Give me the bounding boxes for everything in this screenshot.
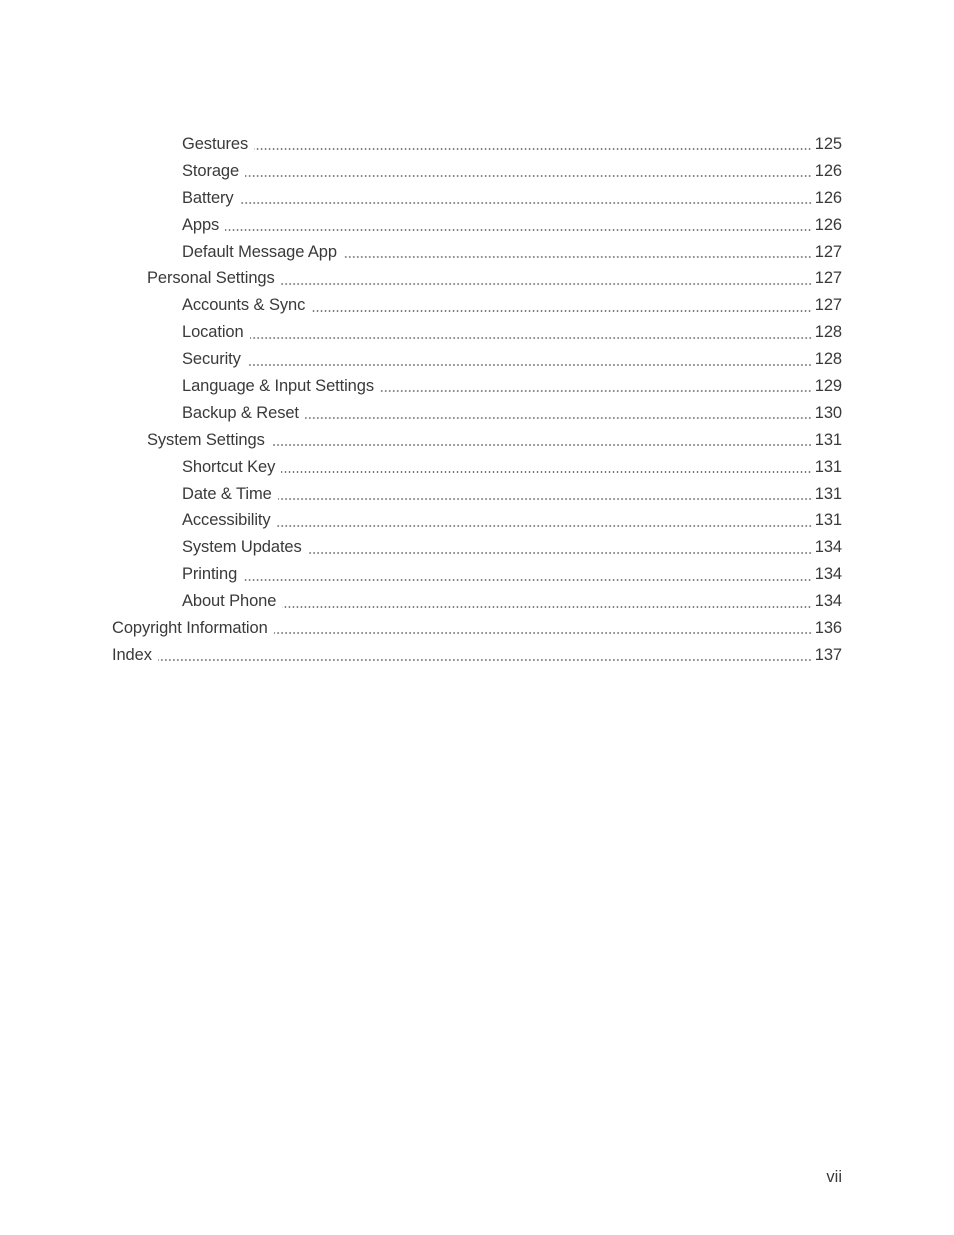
toc-entry-page: 130 — [814, 403, 842, 422]
toc-entry-title: Gestures — [182, 134, 249, 153]
toc-entry-page: 137 — [814, 645, 842, 664]
toc-entry-title: System Settings — [147, 430, 265, 449]
toc-leader-dots — [311, 310, 812, 312]
toc-entry[interactable] — [0, 265, 954, 292]
page-number: vii — [826, 1168, 842, 1186]
toc-entry[interactable] — [0, 212, 954, 239]
toc-entry[interactable] — [0, 185, 954, 212]
toc-entry-title: About Phone — [182, 592, 277, 611]
toc-leader-dots — [308, 552, 812, 554]
toc-entry-title: Location — [182, 323, 244, 342]
toc-entry-page: 126 — [814, 188, 842, 207]
toc-entry[interactable] — [0, 588, 954, 615]
toc-entry-title: Copyright Information — [112, 618, 268, 637]
toc-entry-page: 131 — [814, 484, 842, 503]
toc-entry-page: 131 — [814, 511, 842, 530]
toc-leader-dots — [254, 148, 812, 150]
toc-entry-page: 125 — [814, 134, 842, 153]
toc-entry-page: 128 — [814, 323, 842, 342]
toc-entry[interactable] — [0, 534, 954, 561]
toc-entry-title: Security — [182, 350, 241, 369]
toc-entry[interactable] — [0, 239, 954, 266]
toc-leader-dots — [274, 632, 812, 634]
toc-entry-page: 126 — [814, 161, 842, 180]
toc-entry-title: Accounts & Sync — [182, 296, 306, 315]
toc-entry[interactable] — [0, 346, 954, 373]
toc-entry-title: Printing — [182, 565, 238, 584]
toc-leader-dots — [277, 525, 812, 527]
toc-entry-page: 128 — [814, 350, 842, 369]
toc-entry-title: Language & Input Settings — [182, 376, 374, 395]
toc-entry[interactable] — [0, 319, 954, 346]
toc-entry-title: Storage — [182, 161, 240, 180]
toc-leader-dots — [158, 659, 812, 661]
toc-entry-page: 136 — [814, 618, 842, 637]
toc-entry[interactable] — [0, 427, 954, 454]
toc-leader-dots — [250, 337, 812, 339]
toc-entry[interactable] — [0, 642, 954, 669]
toc-leader-dots — [305, 417, 812, 419]
toc-leader-dots — [278, 498, 812, 500]
toc-entry-title: Default Message App — [182, 242, 337, 261]
toc-entry-page: 127 — [814, 296, 842, 315]
toc-leader-dots — [243, 579, 812, 581]
toc-leader-dots — [282, 606, 811, 608]
toc-leader-dots — [225, 229, 812, 231]
toc-entry-page: 127 — [814, 242, 842, 261]
toc-entry-title: Battery — [182, 188, 234, 207]
toc-entry-title: Personal Settings — [147, 269, 275, 288]
toc-entry-page: 127 — [814, 269, 842, 288]
toc-entry[interactable] — [0, 615, 954, 642]
toc-entry-title: Backup & Reset — [182, 403, 299, 422]
toc-entry-title: Index — [112, 645, 152, 664]
toc-entry-title: Apps — [182, 215, 220, 234]
toc-entry[interactable] — [0, 561, 954, 588]
toc-leader-dots — [380, 390, 812, 392]
toc-entry-page: 134 — [814, 538, 842, 557]
toc-entry[interactable] — [0, 400, 954, 427]
toc-entry[interactable] — [0, 292, 954, 319]
toc-entry-page: 126 — [814, 215, 842, 234]
toc-entry-title: Accessibility — [182, 511, 271, 530]
toc-entry-page: 129 — [814, 376, 842, 395]
toc-entry[interactable] — [0, 507, 954, 534]
toc-leader-dots — [271, 444, 812, 446]
toc-entry[interactable] — [0, 373, 954, 400]
toc-entry[interactable] — [0, 454, 954, 481]
toc-entry-title: Date & Time — [182, 484, 272, 503]
toc-leader-dots — [240, 202, 812, 204]
toc-entry-title: System Updates — [182, 538, 302, 557]
toc-entry-title: Shortcut Key — [182, 457, 276, 476]
toc-leader-dots — [247, 364, 812, 366]
toc-entry-page: 131 — [814, 457, 842, 476]
toc-leader-dots — [281, 283, 812, 285]
toc-leader-dots — [281, 471, 812, 473]
toc-leader-dots — [343, 256, 812, 258]
toc-entry-page: 131 — [814, 430, 842, 449]
toc-entry[interactable] — [0, 481, 954, 508]
toc-entry[interactable] — [0, 131, 954, 158]
table-of-contents — [0, 131, 954, 669]
toc-leader-dots — [245, 175, 812, 177]
toc-entry-page: 134 — [814, 565, 842, 584]
toc-entry[interactable] — [0, 158, 954, 185]
toc-entry-page: 134 — [814, 592, 842, 611]
